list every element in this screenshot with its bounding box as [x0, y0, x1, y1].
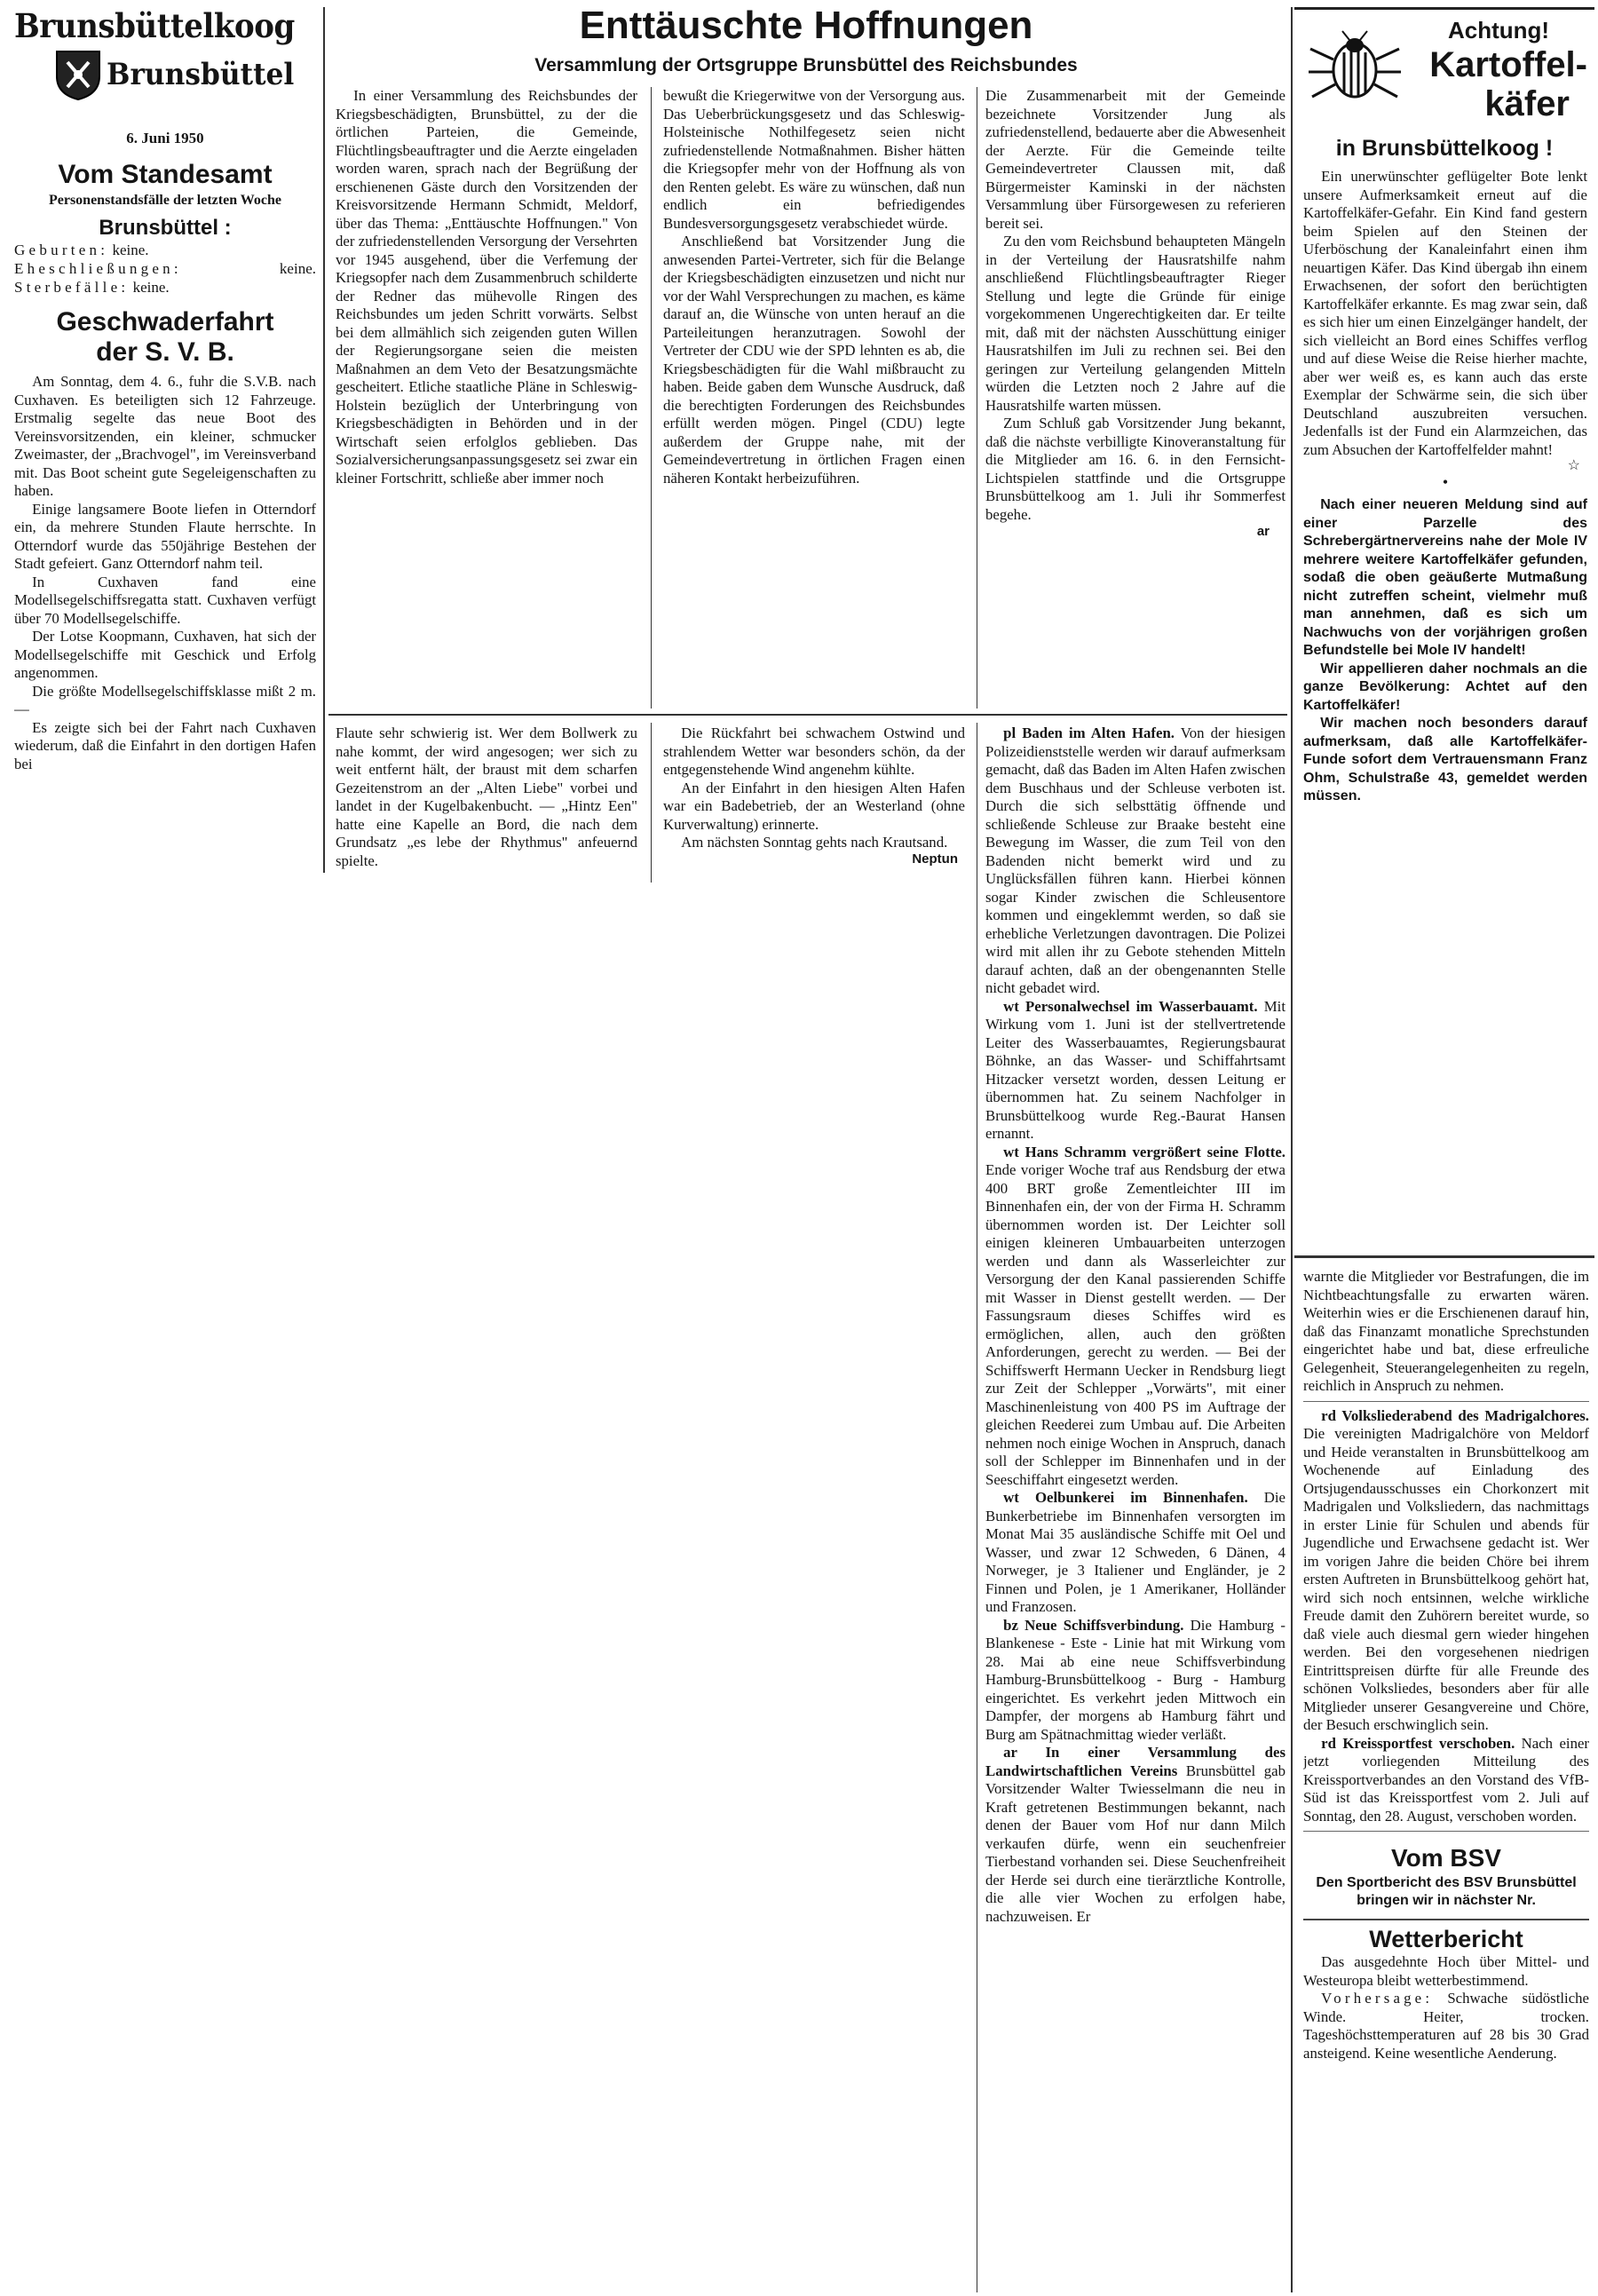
news-item: bz Neue Schiffsverbindung. Die Hamburg - Blankenese - Este - Linie hat mit Wirkung vom 28. Mai ab eine neue Schiffsverbindung Hamburg-Brunsbüttelkoog - Burg - Hamburg eingerichtet. Es verkehrt jeden Mittwoch ein Dampfer, der morgens ab Hamburg fährt und Burg am Spätnachmittag wieder verläßt.	[985, 1616, 1286, 1743]
masthead-line2: Brunsbüttel	[107, 57, 295, 92]
masthead-line1: Brunsbüttelkoog	[14, 7, 295, 45]
rule	[1303, 1831, 1589, 1832]
left-column	[14, 7, 316, 877]
madrigal-item: rd Volksliederabend des Madrigalchores. Die vereinigten Madrigalchöre von Meldorf und Heide veranstalten in Brunsbüttelkoog am Wochenende auf Einladung des Ortsjugendausschusses ein Chorkonzert mit Madrigalen und Volksliedern, das nachmittags in erster Linie für Schulen und abends für Jugendliche und Erwachsene gedacht ist. Wer im vorigen Jahre die beiden Chöre bei ihrem ersten Auftreten in Brunsbüttelkoog gehört hat, wird sich noch entsinnen, welche wirkliche Freude damit den Zuhörern bereitet wurde, so daß viele auch diesmal gern wieder hingehen werden. Bei den vorgesehenen niedrigen Eintrittspreisen dürfte für alle Freunde des schönen Volksliedes, besonders aber für alle Mitglieder unserer Gesangvereine und Chöre, der Besuch erschwinglich sein.	[1303, 1406, 1589, 1733]
standesamt-rows	[14, 241, 316, 297]
masthead	[14, 7, 316, 103]
kartoffel-header	[1294, 10, 1594, 161]
kartoffel-title2: käfer	[1484, 84, 1570, 123]
geschwader-continuation-col1: Flaute sehr schwierig ist. Wer dem Bollwerk zu nahe kommt, der wird angesogen; wer sich zu weit entfernt hält, der braust mit dem scharfen Gezeitenstrom an der „Alten Liebe" vorbei und landet in der Kugelbakenbucht. — „Hintz Een" hatte eine Kapelle an Bord, die nach dem Grundsatz „es lebe der Rhythmus" anfeuernd spielte.	[336, 724, 637, 869]
column-rule	[651, 723, 652, 883]
column-rule	[1291, 7, 1293, 2292]
geschwader-continuation-col2: Die Rückfahrt bei schwachem Ostwind und strahlendem Wetter war besonders schön, da der entgegenstehende Wind angenehm kühlte. An der Einfahrt in den hiesigen Alten Hafen war ein Badebetrieb, der an Westerland (ohne Kurverwaltung) erinnerte. Am nächsten Sonntag gehts nach Krautsand. Neptun	[663, 724, 965, 867]
star-icon: ☆	[1567, 458, 1580, 473]
rule	[1303, 1401, 1589, 1402]
standesamt-subheading: Personenstandsfälle der letzten Woche	[48, 193, 282, 208]
kartoffel-title3: in Brunsbüttelkoog !	[1335, 136, 1554, 161]
main-article-title: Enttäuschte Hoffnungen	[579, 4, 1033, 47]
main-article-col2: bewußt die Kriegerwitwe von der Versorgung aus. Das Ueberbrückungsgesetz und das Schleswig-Holsteinische Nothilfegesetz seien nicht zufriedenstellende Notmaßnahmen. Bisher hätten die Kriegsopfer mehr von der Hoffnung als von den Renten gelebt. Es wäre zu wünschen, daß nun endlich ein befriedigendes Bundesversorgungsgesetz verabschiedet würde. Anschließend bat Vorsitzender Jung die anwesenden Partei-Vertreter, sich für die Belange der Kriegsbeschädigten einzusetzen und nicht nur vor der Wahl Versprechungen zu machen, es käme darauf an, die Wünsche von unten herauf an die Parteileitungen heranzutragen. Sowohl der Vertreter der CDU wie der SPD lehnten es ab, die Kriegsbeschädigten für die Wahl mißbraucht zu haben. Beide gaben dem Wunsche Ausdruck, daß die berechtigten Forderungen des Reichsbundes erfüllt werden mögen. Pingel (CDU) legte außerdem der Gruppe nahe, mit der Gemeindevertretung in örtlichen Fragen einen näheren Kontakt herbeizuführen.	[663, 87, 965, 487]
sport-item: rd Kreissportfest verschoben. Nach einer jetzt vorliegenden Mitteilung des Kreissportverbandes an den Vorstand des VfB-Süd ist das Kreissportfest vom 2. Juli auf Sonntag, den 28. August, verschoben worden.	[1303, 1734, 1589, 1825]
issue-date: 6. Juni 1950	[126, 130, 204, 146]
standesamt-row: Geburten: keine.	[14, 241, 149, 258]
main-article-signature: ar	[1256, 524, 1270, 539]
news-item: pl Baden im Alten Hafen. Von der hiesigen Polizeidienststelle werden wir darauf aufmerksam gemacht, daß das Baden im Alten Hafen zwischen dem Buschhaus und der Schleuse verboten ist. Durch die sich selbsttätig öffnende und schließende Schleuse zur Braake besteht eine Bewegung im Wasser, die zum Teil von den Badenden nicht bemerkt wird und zu Unglücksfällen führen kann. Hierbei können sogar Kinder zwischen die Schleusentore kommen und eingeklemmt werden, so daß sie erhebliche Verletzungen davontragen. Die Polizei wird mit allen ihr zu Gebote stehenden Mitteln darauf achten, daß an der obengenannten Stelle nicht gebadet wird.	[985, 724, 1286, 996]
section-rule	[1294, 1255, 1594, 1258]
bsv-heading: Vom BSV	[1391, 1844, 1501, 1872]
crest-icon	[55, 50, 101, 101]
column-rule	[323, 7, 325, 873]
news-item: wt Hans Schramm vergrößert seine Flotte. Ende voriger Woche traf aus Rendsburg der etwa 400 BRT große Zementleichter III im Binnenhafen ein, der von der Firma H. Schramm übernommen worden ist. Der Leichter soll einigen kleineren Umbauarbeiten unterzogen werden und dann als Wasserleichter zur Versorgung der den Kanal passierenden Schiffe mit Wasser in Dienst gestellt werden. — Der Fassungsraum dieses Schiffes wird es ermöglichen, allen, auch den größten Anforderungen, gerecht zu werden. — Bei der Schiffswerft Hermann Uecker in Rendsburg liegt zur Zeit der Schlepper „Vorwärts", mit einer Maschinenleistung von 400 PS im Auftrage der gleichen Reederei zum Umbau auf. Die Arbeiten nehmen noch einige Wochen in Anspruch, danach soll der Schlepper im Binnenhafen und in der Seeschiffahrt eingesetzt werden.	[985, 1143, 1286, 1488]
beetle-icon	[1305, 29, 1404, 104]
bullet-icon: •	[1442, 473, 1449, 491]
bsv-text: Den Sportbericht des BSV Brunsbüttel bringen wir in nächster Nr.	[1316, 1875, 1577, 1908]
main-article-subtitle: Versammlung der Ortsgruppe Brunsbüttel des Reichsbundes	[534, 55, 1078, 75]
kartoffel-achtung: Achtung!	[1447, 17, 1550, 44]
news-item: wt Personalwechsel im Wasserbauamt. Mit Wirkung vom 1. Juni ist der stellvertretende Leiter des Wasserbauamtes, Regierungsbaurat Böhnke, an das Wasser- und Schiffahrtsamt Hitzacker versetzt worden, dessen Leitung er übernommen hat. Zu seinem Nachfolger in Brunsbüttelkoog wurde Reg.-Baurat Hansen ernannt.	[985, 997, 1286, 1142]
vorhersage: Vorhersage: Schwache südöstliche Winde. Heiter, trocken. Tageshöchsttemperaturen auf 28 bis 30 Grad ansteigend. Keine wesentliche Aenderung.	[1303, 1990, 1589, 2062]
geschwader-signature: Neptun	[912, 851, 958, 867]
main-article-col1: In einer Versammlung des Reichsbundes der Kriegsbeschädigten, Brunsbüttel, zu der die örtlichen Parteien, die Gemeinde, Flüchtlingsbeauftragter und die Aerzte eingeladen worden waren, sprach nach der Begrüßung der erschienenen Gäste durch den Vorsitzenden der Kreisvorsitzende Hermann Schmidt, Meldorf, über das Thema: „Enttäuschte Hoffnungen." Von der zufriedenstellenden Versorgung der Versehrten vor 1945 ausgehend, über die Verfemung der Kriegsopfer nach dem Zusammenbruch schilderte der Redner das mühevolle Ringen des Reichsbundes um jeden Schritt vorwärts. Selbst bei dem allmählich sich zeigenden guten Willen der Regierungsorgane seien die meisten Maßnahmen an dem Veto der Besatzungsmächte gescheitert. Etliche staatliche Pläne in Schleswig-Holstein bezüglich der Unterbringung von Kriegsbeschädigten in Behörden und in der Wirtschaft seien erfolglos geblieben. Das Sozialversicherungsanpassungsgesetz sei zwar ein kleiner Fortschritt, schließe aber immer noch	[336, 87, 637, 487]
news-item: ar In einer Versammlung des Landwirtschaftlichen Vereins Brunsbüttel gab Vorsitzender Walter Twiesselmann die neu in Kraft getretenen Bestimmungen bekannt, nach denen der Bauer vom Hof nur dann Milch verkaufen dürfe, wenn ein seuchenfreier Tierbestand vorhanden sei. Diese Seuchenfreiheit der Herde sei durch eine tierärztliche Kontrolle, die alle vier Wochen zu erfolgen habe, nachzuweisen. Er	[985, 1744, 1286, 1925]
standesamt-row: Sterbefälle: keine.	[14, 279, 170, 296]
geschwader-heading: Geschwaderfahrt der S. V. B.	[56, 307, 274, 367]
main-article-col3: Die Zusammenarbeit mit der Gemeinde bezeichnete Vorsitzender Jung als zufriedenstellend, bedauerte aber die Abwesenheit der Aerzte. Für die Gemeinde teilte Gemeindevertreter Claussen mit, daß Bürgermeister Kaminski in der nächsten Versammlung über Fürsorgewesen zu referieren bereit sei. Zu den vom Reichsbund behaupteten Mängeln in der Verteilung der Hausratshilfe nahm anschließend Flüchtlingsbeauftragter Rieger Stellung und legte die Gründe für einige vorgekommenen Ungerechtigkeiten dar. Er teilte mit, daß mit der nächsten Ausschüttung einiger Hausratshilfen im Juli zu rechnen sei. Bei den geringen zur Verteilung gelangenden Mitteln würden die Letzten noch 2 Jahre auf die Hausratshilfe warten müssen. Zum Schluß gab Vorsitzender Jung bekannt, daß die nächste verbilligte Kinoveranstaltung für die Mitglieder am 16. 6. in den Fernsicht-Lichtspielen stattfinde und die Ortsgruppe Brunsbüttelkoog am 1. Juli ihr Sommerfest begehe. ar	[985, 87, 1286, 539]
right-lower-column: warnte die Mitglieder vor Bestrafungen, die im Nichtbeachtungsfalle zu erwarten wären. Weiterhin wies er die Erschienenen darauf hin, daß das Finanzamt monatliche Sprechstunden eingerichtet habe und bat, diese erfreuliche Gelegenheit, Steuerangelegenheiten zu regeln, reichlich in Anspruch zu nehmen. rd Volksliederabend des Madrigalchores. Die vereinigten Madrigalchöre von Meldorf und Heide veranstalten in Brunsbüttelkoog am Wochenende auf Einladung des Ortsjugendausschusses ein Chorkonzert mit Madrigalen und Volksliedern, das nachmittags in erster Linie für Schulen und abends für Jugendliche und Erwachsene gedacht ist. Wer im vorigen Jahre die beiden Chöre bei ihrem ersten Auftreten in Brunsbüttelkoog gehört hat, wird sich noch entsinnen, welche wirkliche Freude damit den Zuhörern bereitet wurde, so daß viele auch diesmal gern wieder hingehen werden. Bei den vorgesehenen niedrigen Eintrittspreisen dürfte für alle Freunde des schönen Volksliedes, besonders aber für alle Mitglieder unserer Gesangvereine und Chöre, der Besuch erschwinglich sein. rd Kreissportfest verschoben. Nach einer jetzt vorliegenden Mitteilung des Kreissportverbandes an den Vorstand des VfB-Süd ist das Kreissportfest vom 2. Juli auf Sonntag, den 28. August, verschoben worden. Vom BSV Den Sportbericht des BSV Brunsbüttel bringen wir in nächster Nr. Wetterbericht Das ausgedehnte Hoch über Mittel- und Westeuropa bleibt wetterbestimmend. Vorhersage: Schwache südöstliche Winde. Heiter, trocken. Tageshöchsttemperaturen auf 28 bis 30 Grad ansteigend. Keine wesentliche Aenderung.	[1303, 1268, 1589, 2062]
standesamt-row: Eheschließungen: keine.	[14, 260, 316, 277]
kartoffel-body: Ein unerwünschter geflügelter Bote lenkt unsere Aufmerksamkeit erneut auf die Kartoffelkäfer-Gefahr. Ein Kind fand gestern beim Spielen auf den Steinen der Uferböschung der Kanaleinfahrt einen ihm neuartigen Käfer. Das Kind übergab ihn einem Erwachsenen, der sofort den berüchtigten Kartoffelkäfer erkannte. Es mag zwar sein, daß es sich hier um einen Einzelgänger handelt, der sich vielleicht an Bord eines Schiffes verflog und auf diese Weise die Reise hierher machte, aber wer weiß es, es kann auch das erste Exemplar der Schwärme sein, die sich über Deutschland auszubreiten versuchen. Jedenfalls ist der Fund ein Alarmzeichen, das zum Absuchen der Kartoffelfelder mahnt! ☆ • Nach einer neueren Meldung sind auf einer Parzelle des Schrebergärtnervereins nahe der Mole IV mehrere weitere Kartoffelkäfer gefunden, sodaß die oben geäußerte Mutmaßung nicht zutreffen scheint, vielmehr muß man annehmen, daß es sich um Nachwuchs von der vorjährigen großen Befundstelle bei Mole IV handelt! Wir appellieren daher nochmals an die ganze Bevölkerung: Achtet auf den Kartoffelkäfer! Wir machen noch besonders darauf aufmerksam, daß alle Kartoffelkäfer-Funde sofort dem Vertrauensmann Franz Ohm, Schulstraße 43, gemeldet werden müssen.	[1303, 168, 1587, 804]
wetter-heading: Wetterbericht	[1369, 1926, 1523, 1952]
kartoffel-title1: Kartoffel-	[1429, 45, 1587, 84]
standesamt-place: Brunsbüttel :	[99, 216, 232, 240]
standesamt-heading: Vom Standesamt	[58, 160, 273, 189]
column-rule	[651, 87, 652, 709]
rule	[1303, 1919, 1589, 1920]
local-news-column	[985, 724, 1286, 2294]
section-rule	[328, 714, 1287, 716]
news-item: wt Oelbunkerei im Binnenhafen. Die Bunkerbetriebe im Binnenhafen versorgten im Monat Mai 35 ausländische Schiffe mit Oel und Wasser, und zwar 12 Schweden, 6 Dänen, 4 Norweger, je 3 Italiener und Engländer, je 2 Finnen und Polen, je 1 Amerikaner, Holländer und Franzosen.	[985, 1489, 1286, 1615]
geschwader-body: Am Sonntag, dem 4. 6., fuhr die S.V.B. nach Cuxhaven. Es beteiligten sich 12 Fahrzeuge. Erstmalig segelte das neue Boot des Vereinsvorsitzenden, ein kleiner, schmucker Zweimaster, der „Brachvogel", im Vereinsverband mit. Das Boot scheint gute Segeleigenschaften zu haben. Einige langsamere Boote liefen in Otterndorf ein, da mehrere Stunden Flaute herrschte. In Otterndorf wurde das 550jährige Bestehen der Stadt gefeiert. Ganz Otterndorf nahm teil. In Cuxhaven fand eine Modellsegelschiffsregatta statt. Cuxhaven verfügt über 70 Modellsegelschiffe. Der Lotse Koopmann, Cuxhaven, hat sich der Modellsegelschiffe mit Geschick und Erfolg angenommen. Die größte Modellsegelschiffsklasse mißt 2 m. — Es zeigte sich bei der Fahrt nach Cuxhaven wiederum, daß die Einfahrt in den dortigen Hafen bei	[14, 373, 316, 772]
